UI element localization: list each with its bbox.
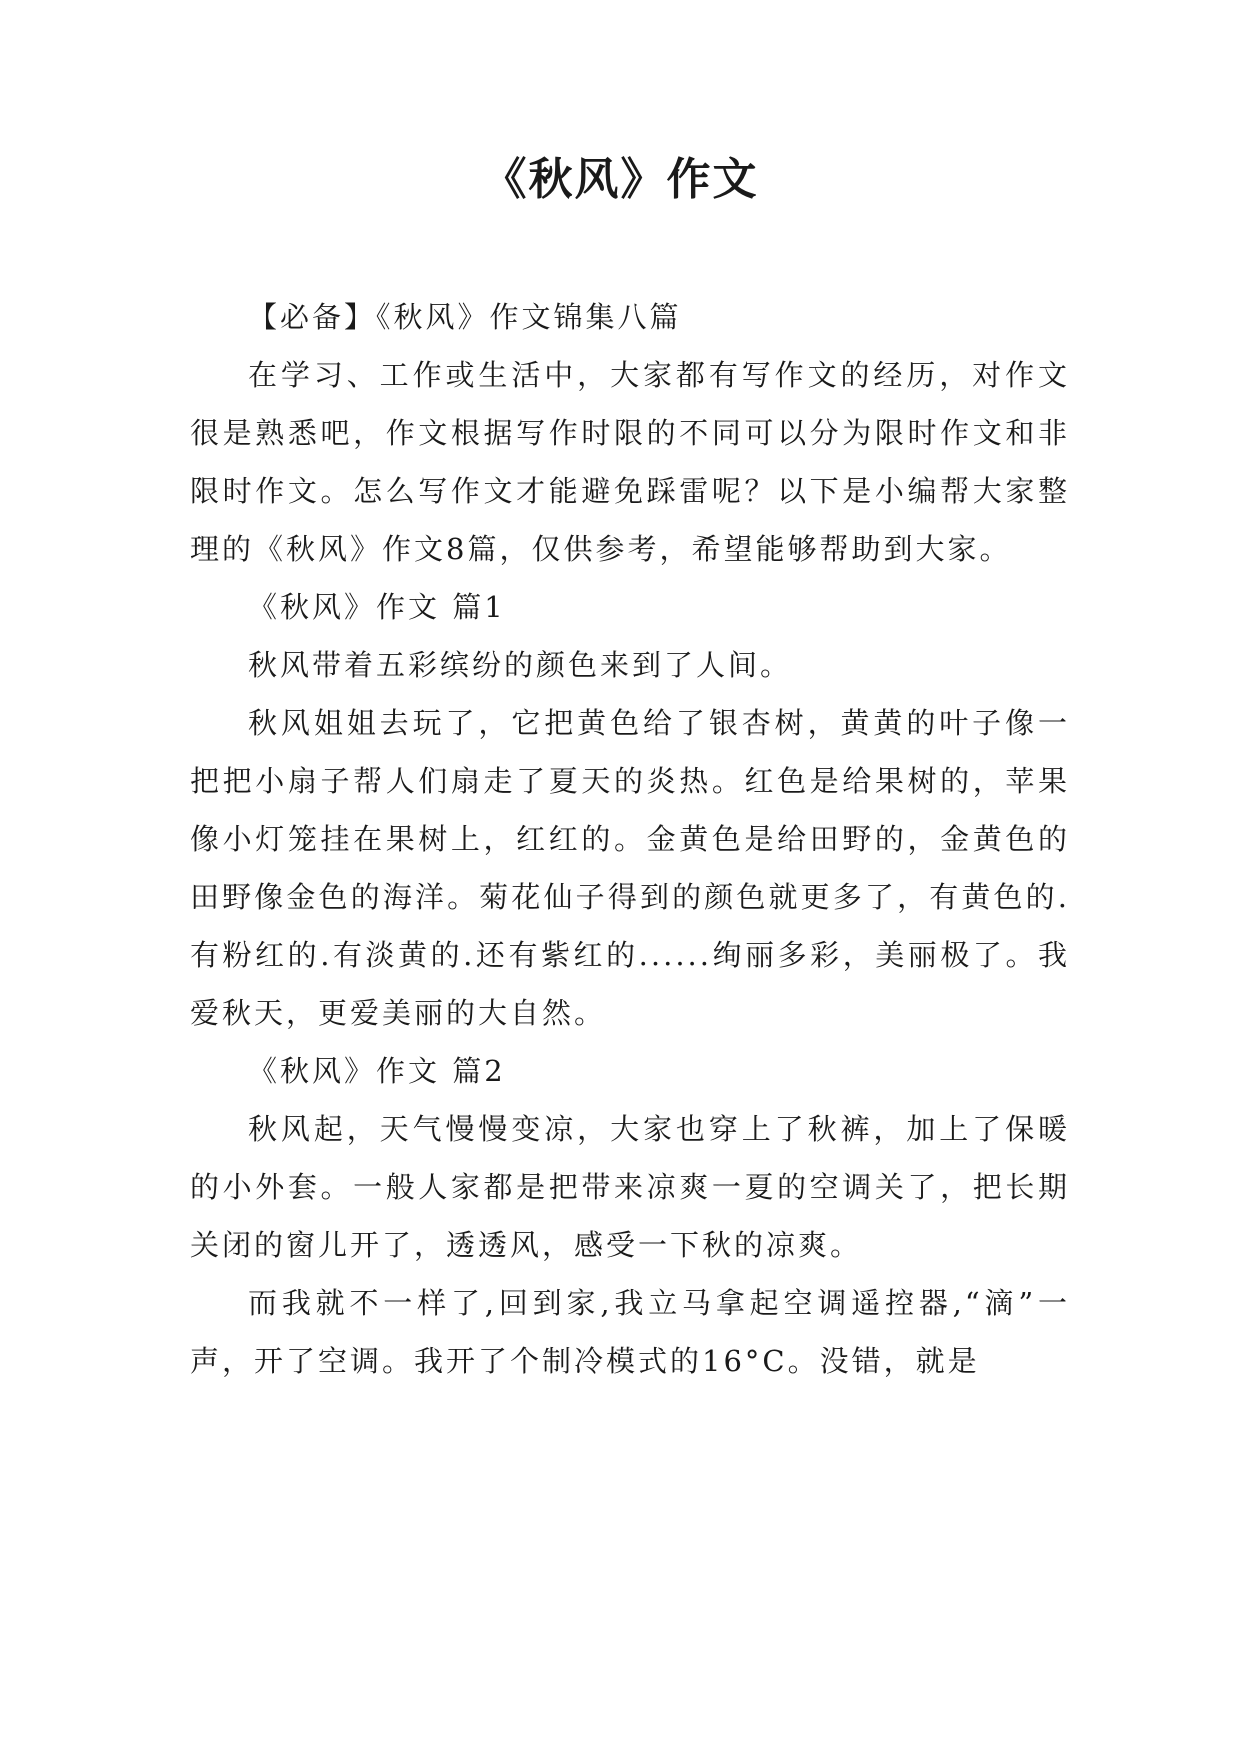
intro-paragraph: 在学习、工作或生活中，大家都有写作文的经历，对作文很是熟悉吧，作文根据写作时限的不同可以分为限时作文和非限时作文。怎么写作文才能避免踩雷呢？以下是小编帮大家整理的《秋风》作文8篇，仅供参考，希望能够帮助到大家。 (190, 358, 1070, 566)
paragraph: 秋风起，天气慢慢变凉，大家也穿上了秋裤，加上了保暖的小外套。一般人家都是把带来凉爽一夏的空调关了，把长期关闭的窗儿开了，透透风，感受一下秋的凉爽。 (190, 1112, 1070, 1262)
section-1 (190, 578, 1070, 1042)
section-heading: 《秋风》作文 篇2 (248, 1054, 506, 1088)
lead-line: 【必备】《秋风》作文锦集八篇 (248, 300, 682, 334)
section-2 (190, 1042, 1070, 1390)
paragraph: 而我就不一样了,回到家,我立马拿起空调遥控器,“滴”一声，开了空调。我开了个制冷模式的16°C。没错，就是 (190, 1286, 1070, 1378)
document-body (190, 288, 1070, 1390)
document-title: 《秋风》作文 (482, 154, 759, 205)
paragraph: 秋风带着五彩缤纷的颜色来到了人间。 (248, 648, 793, 682)
paragraph: 秋风姐姐去玩了，它把黄色给了银杏树，黄黄的叶子像一把把小扇子帮人们扇走了夏天的炎热。红色是给果树的，苹果像小灯笼挂在果树上，红红的。金黄色是给田野的，金黄色的田野像金色的海洋。菊花仙子得到的颜色就更多了，有黄色的.有粉红的.有淡黄的.还有紫红的......绚丽多彩，美丽极了。我爱秋天，更爱美丽的大自然。 (190, 706, 1070, 1030)
section-heading: 《秋风》作文 篇1 (248, 590, 506, 624)
